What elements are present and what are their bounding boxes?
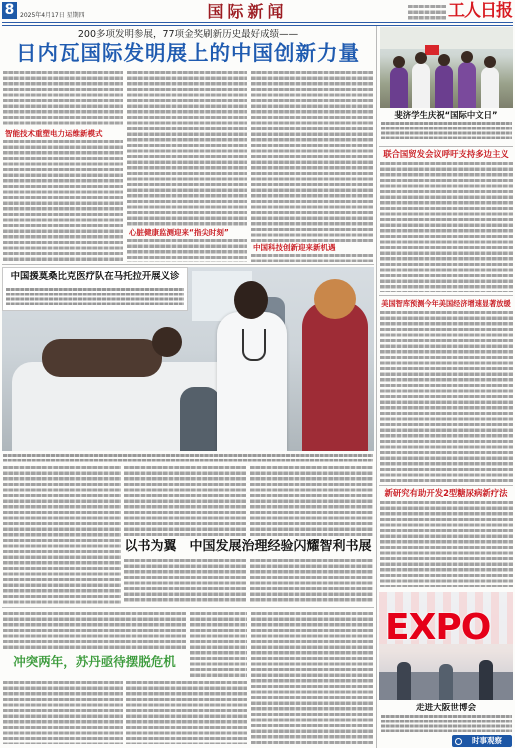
photo-student bbox=[481, 67, 499, 108]
photo-student-head bbox=[461, 51, 473, 63]
photo-caption-text bbox=[3, 454, 373, 462]
photo-assistant bbox=[180, 387, 220, 451]
expo-sign: EXPO bbox=[385, 607, 491, 648]
sidebar-divider-h bbox=[379, 295, 513, 296]
sudan-body-text bbox=[190, 612, 247, 678]
photo-woman-headscarf bbox=[314, 279, 356, 319]
photo-student-head bbox=[438, 54, 450, 66]
issue-date: 2025年4月17日 星期四 bbox=[20, 12, 85, 19]
photo-student bbox=[412, 63, 430, 108]
photo-building bbox=[380, 27, 513, 49]
book-fair-headline: 以书为翼 中国发展治理经验闪耀智利书展 bbox=[124, 539, 372, 554]
sudan-body-text bbox=[126, 681, 247, 744]
lead-body-text bbox=[251, 71, 373, 242]
book-fair-body-text bbox=[3, 466, 121, 604]
photo-visitor bbox=[439, 664, 453, 700]
lead-body-text bbox=[3, 140, 123, 262]
brief-body-text bbox=[380, 501, 513, 587]
brief-headline: 美国智库预测今年美国经济增速显著放缓 bbox=[381, 299, 511, 308]
sudan-headline: 冲突两年，苏丹亟待摆脱危机 bbox=[13, 654, 176, 669]
fiji-photo-caption-text bbox=[381, 122, 512, 141]
column-badge-label: 时事观察 bbox=[472, 736, 502, 745]
column-badge-icon bbox=[455, 738, 462, 745]
lead-subhead: 智能技术重塑电力运维新模式 bbox=[5, 129, 103, 138]
brief-body-text bbox=[380, 311, 513, 482]
lead-body-text bbox=[3, 71, 123, 127]
brief-headline: 联合国贸发会议呼吁支持多边主义 bbox=[383, 149, 509, 159]
sidebar-divider bbox=[376, 26, 377, 748]
lead-subhead: 中国科技创新迎来新机遇 bbox=[253, 243, 336, 252]
osaka-expo-photo bbox=[379, 592, 513, 700]
photo-student-head bbox=[484, 56, 496, 68]
fiji-photo-caption-title: 斐济学生庆祝“国际中文日” bbox=[394, 110, 498, 120]
photo-student-head bbox=[415, 52, 427, 64]
photo-patient-head bbox=[152, 327, 182, 357]
photo-student bbox=[390, 67, 408, 108]
column-badge bbox=[452, 735, 512, 747]
photo-woman-dress bbox=[302, 301, 368, 451]
stethoscope-icon bbox=[242, 329, 266, 361]
lead-subhead: 心脏健康监测迎来“指尖时刻” bbox=[129, 228, 229, 237]
photo-story-headline: 中国援莫桑比克医疗队在马托拉开展义诊 bbox=[10, 271, 180, 282]
photo-doctor-head bbox=[234, 281, 268, 319]
photo-student-head bbox=[393, 56, 405, 68]
expo-photo-caption-text bbox=[381, 715, 512, 732]
sudan-body-text bbox=[3, 681, 123, 744]
lead-kicker: 200多项发明参展，77项金奖刷新历史最好成绩—— bbox=[77, 29, 299, 40]
sidebar-divider-h bbox=[379, 146, 513, 147]
section-divider bbox=[2, 264, 374, 265]
lead-body-text bbox=[251, 254, 373, 262]
photo-visitor bbox=[397, 662, 411, 700]
lead-body-text bbox=[127, 239, 247, 262]
book-fair-body-text bbox=[250, 466, 373, 536]
book-fair-body-text bbox=[124, 466, 246, 536]
photo-visitor bbox=[479, 660, 493, 700]
masthead-rule-thin bbox=[2, 25, 513, 26]
section-title: 国际新闻 bbox=[207, 2, 288, 21]
sidebar-divider-h bbox=[379, 485, 513, 486]
page-number: 8 bbox=[2, 2, 17, 19]
lead-headline: 日内瓦国际发明展上的中国创新力量 bbox=[16, 41, 360, 65]
book-fair-body-text bbox=[250, 559, 373, 604]
photo-student bbox=[435, 65, 453, 108]
section-divider bbox=[2, 607, 374, 608]
photo-flag bbox=[425, 45, 439, 55]
brief-body-text bbox=[380, 162, 513, 292]
masthead-rule bbox=[2, 22, 513, 23]
expo-photo-caption-title: 走进大阪世博会 bbox=[415, 703, 477, 713]
sudan-intro-text bbox=[3, 612, 186, 650]
fiji-students-photo bbox=[380, 27, 513, 108]
editor-credits-text bbox=[408, 5, 446, 20]
photo-patient bbox=[42, 339, 162, 377]
brief-headline: 新研究有助开发2型糖尿病新疗法 bbox=[384, 488, 508, 498]
book-fair-body-text bbox=[124, 559, 246, 604]
sudan-body-text bbox=[251, 612, 373, 744]
photo-story-intro-text bbox=[6, 288, 184, 307]
photo-student bbox=[458, 62, 476, 108]
newspaper-logo: 工人日报 bbox=[448, 1, 512, 20]
lead-body-text bbox=[127, 71, 247, 226]
